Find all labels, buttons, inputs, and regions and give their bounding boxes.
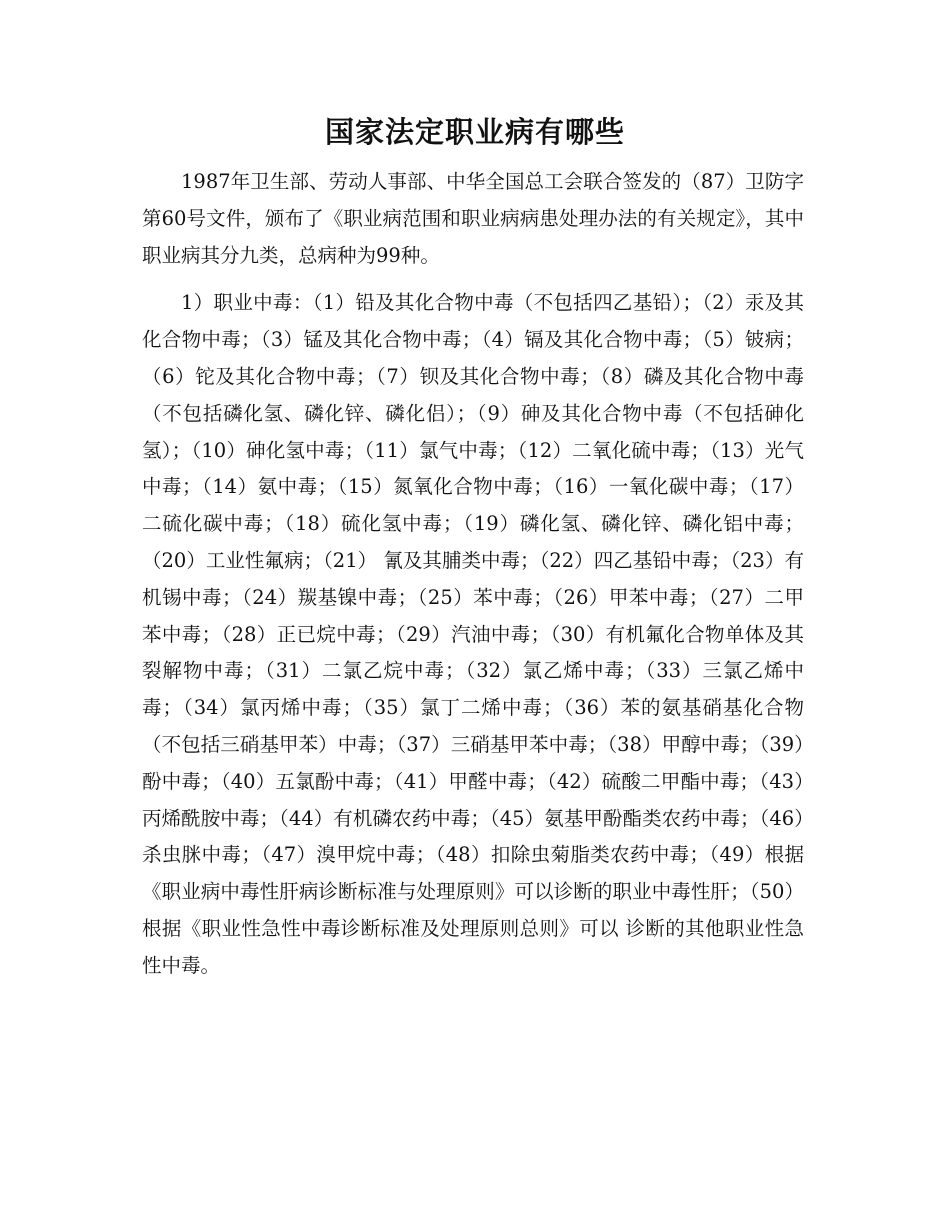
intro-paragraph: 1987年卫生部、劳动人事部、中华全国总工会联合签发的（87）卫防字第60号文件，颁布了《职业病范围和职业病病患处理办法的有关规定》，其中职业病其分九类，总病种为99种。 bbox=[142, 170, 804, 267]
document-title: 国家法定职业病有哪些 bbox=[324, 115, 625, 149]
occupational-poisoning-paragraph: 1）职业中毒：（1）铅及其化合物中毒（不包括四乙基铅）；（2）汞及其化合物中毒；（3）锰及其化合物中毒；（4）镉及其化合物中毒；（5）铍病；（6）铊及其化合物中毒；（7）钡及其化合物中毒；（8）磷及其化合物中毒（不包括磷化氢、磷化锌、磷化侣）；（9）砷及其化合物中毒（不包括砷化氢）；（10）砷化氢中毒；（11）氯气中毒；（12）二氧化硫中毒；（13）光气中毒；（14）氨中毒；（15）氮氧化合物中毒；（16）一氧化碳中毒；（17）二硫化碳中毒；（18）硫化氢中毒；（19）磷化氢、磷化锌、磷化铝中毒；（20）工业性氟病；（21） 氰及其脯类中毒；（22）四乙基铅中毒；（23）有机锡中毒；（24）羰基镍中毒；（25）苯中毒；（26）甲苯中毒；（27）二甲苯中毒；（28）正已烷中毒；（29）汽油中毒；（30）有机氟化合物单体及其裂解物中毒；（31）二氯乙烷中毒；（32）氯乙烯中毒；（33）三氯乙烯中毒；（34）氯丙烯中毒；（35）氯丁二烯中毒；（36）苯的氨基硝基化合物（不包括三硝基甲苯）中毒；（37）三硝基甲苯中毒；（38）甲醇中毒；（39）酚中毒；（40）五氯酚中毒；（41）甲醛中毒；（42）硫酸二甲酯中毒；（43）丙烯酰胺中毒；（44）有机磷农药中毒；（45）氨基甲酚酯类农药中毒；（46）杀虫脒中毒；（47）溴甲烷中毒；（48）扣除虫菊脂类农药中毒；（49）根据《职业病中毒性肝病诊断标准与处理原则》可以诊断的职业中毒性肝；（50）根据《职业性急性中毒诊断标准及处理原则总则》可以 诊断的其他职业性急性中毒。 bbox=[142, 291, 804, 977]
document-body bbox=[142, 164, 804, 985]
